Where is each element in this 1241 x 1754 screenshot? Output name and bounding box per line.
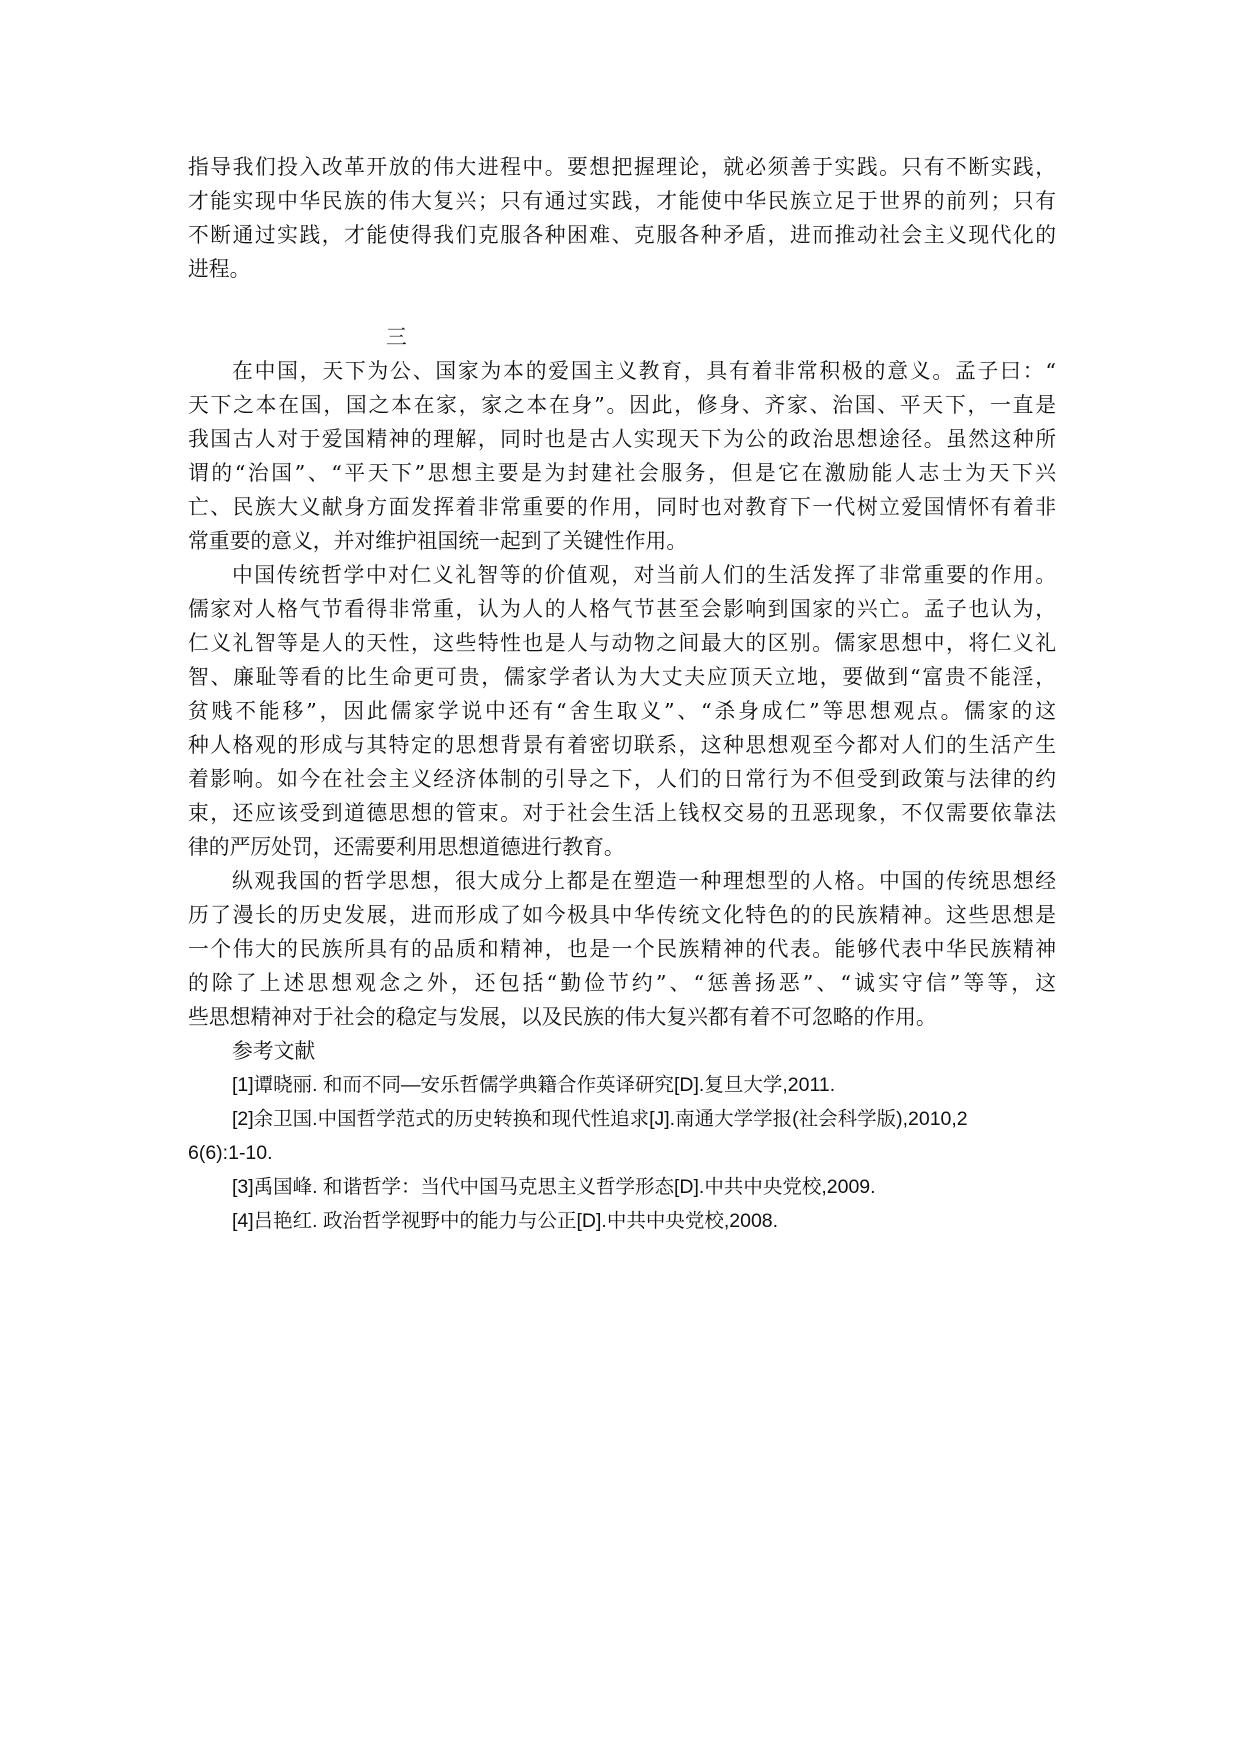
reference-item: [3]禹国峰. 和谐哲学：当代中国马克思主义哲学形态[D].中共中央党校,2009. — [232, 1176, 876, 1198]
section-heading: 三 — [386, 325, 407, 349]
reference-item: [2]余卫国.中国哲学范式的历史转换和现代性追求[J].南通大学学报(社会科学版),2010,2 — [232, 1108, 968, 1130]
text-line: 智、廉耻等看的比生命更可贵，儒家学者认为大丈夫应顶天立地，要做到“富贵不能淫， — [188, 665, 1056, 689]
text-line: 纵观我国的哲学思想，很大成分上都是在塑造一种理想型的人格。中国的传统思想经 — [232, 869, 1056, 893]
text-line: 种人格观的形成与其特定的思想背景有着密切联系，这种思想观至今都对人们的生活产生 — [188, 733, 1056, 757]
text-line: 亡、民族大义献身方面发挥着非常重要的作用，同时也对教育下一代树立爱国情怀有着非 — [188, 495, 1056, 519]
text-line: 一个伟大的民族所具有的品质和精神，也是一个民族精神的代表。能够代表中华民族精神 — [188, 937, 1056, 961]
reference-item: [1]谭晓丽. 和而不同—安乐哲儒学典籍合作英译研究[D].复旦大学,2011. — [232, 1074, 836, 1096]
text-line: 贫贱不能移”，因此儒家学说中还有“舍生取义”、“杀身成仁”等思想观点。儒家的这 — [188, 699, 1056, 723]
text-line: 我国古人对于爱国精神的理解，同时也是古人实现天下为公的政治思想途径。虽然这种所 — [188, 427, 1056, 451]
text-line: 着影响。如今在社会主义经济体制的引导之下，人们的日常行为不但受到政策与法律的约 — [188, 767, 1056, 791]
paragraph-continuation — [188, 150, 1056, 286]
paragraph — [188, 354, 1056, 558]
references-section — [188, 1034, 1056, 1238]
text-line: 在中国，天下为公、国家为本的爱国主义教育，具有着非常积极的意义。孟子曰：“ — [232, 359, 1056, 383]
text-line: 才能实现中华民族的伟大复兴；只有通过实践，才能使中华民族立足于世界的前列；只有 — [188, 189, 1056, 213]
text-line: 中国传统哲学中对仁义礼智等的价值观，对当前人们的生活发挥了非常重要的作用。 — [232, 563, 1056, 587]
text-line: 常重要的意义，并对维护祖国统一起到了关键性作用。 — [188, 529, 688, 553]
document-page — [188, 150, 1056, 1238]
text-line: 进程。 — [188, 257, 251, 281]
text-line: 仁义礼智等是人的天性，这些特性也是人与动物之间最大的区别。儒家思想中，将仁义礼 — [188, 631, 1056, 655]
text-line: 天下之本在国，国之本在家，家之本在身”。因此，修身、齐家、治国、平天下，一直是 — [188, 393, 1056, 417]
text-line: 些思想精神对于社会的稳定与发展，以及民族的伟大复兴都有着不可忽略的作用。 — [188, 1005, 937, 1029]
blank-line — [188, 286, 1056, 320]
text-line: 束，还应该受到道德思想的管束。对于社会生活上钱权交易的丑恶现象，不仅需要依靠法 — [188, 801, 1056, 825]
paragraph — [188, 864, 1056, 1034]
reference-item-continuation: 6(6):1-10. — [188, 1142, 273, 1164]
text-line: 儒家对人格气节看得非常重，认为人的人格气节甚至会影响到国家的兴亡。孟子也认为， — [188, 597, 1056, 621]
reference-item: [4]吕艳红. 政治哲学视野中的能力与公正[D].中共中央党校,2008. — [232, 1210, 779, 1232]
text-line: 指导我们投入改革开放的伟大进程中。要想把握理论，就必须善于实践。只有不断实践， — [188, 155, 1056, 179]
text-line: 律的严厉处罚，还需要利用思想道德进行教育。 — [188, 835, 625, 859]
text-line: 的除了上述思想观念之外，还包括“勤俭节约”、“惩善扬恶”、“诚实守信”等等，这 — [188, 971, 1056, 995]
text-line: 历了漫长的历史发展，进而形成了如今极具中华传统文化特色的的民族精神。这些思想是 — [188, 903, 1056, 927]
text-line: 谓的“治国”、“平天下”思想主要是为封建社会服务，但是它在激励能人志士为天下兴 — [188, 461, 1056, 485]
text-line: 不断通过实践，才能使得我们克服各种困难、克服各种矛盾，进而推动社会主义现代化的 — [188, 223, 1056, 247]
references-heading: 参考文献 — [232, 1039, 316, 1063]
paragraph — [188, 558, 1056, 864]
